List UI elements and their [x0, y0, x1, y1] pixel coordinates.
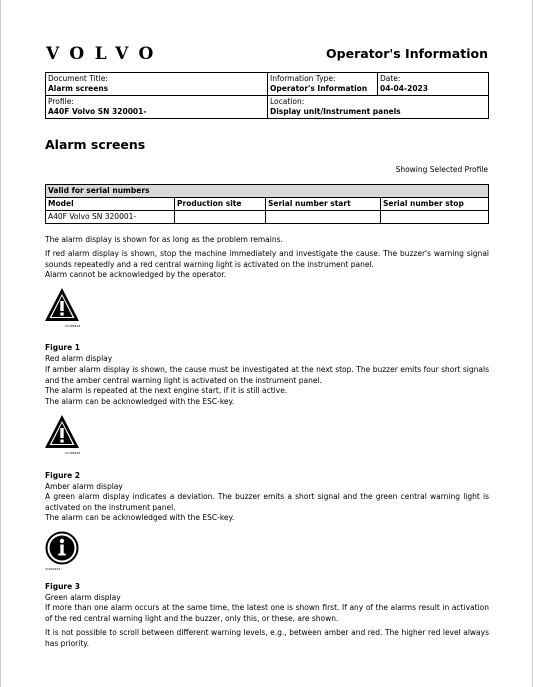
location-value: Display unit/Instrument panels [270, 107, 401, 116]
cell-serial-stop [381, 211, 489, 224]
document-info-table [45, 72, 489, 119]
figure-3-label: Figure 3 [45, 582, 81, 591]
serial-table-header: Valid for serial numbers [46, 185, 489, 198]
profile-value: A40F Volvo SN 320001- [48, 107, 147, 116]
date-label: Date: [380, 74, 401, 83]
column-header-serial-start: Serial number start [266, 198, 381, 211]
date-value: 04-04-2023 [380, 84, 428, 93]
figure-2-warning-icon [45, 414, 85, 460]
info-type-value: Operator's Information [270, 84, 368, 93]
figure-2-caption: Amber alarm display [45, 482, 123, 491]
column-header-serial-stop: Serial number stop [381, 198, 489, 211]
table-row [46, 211, 489, 224]
figure-2-label: Figure 2 [45, 471, 81, 480]
page-title: Alarm screens [45, 137, 146, 152]
figure-3-code: V1091874 [45, 567, 61, 571]
paragraph-red-alarm: If red alarm display is shown, stop the machine immediately and investigate the cause. The buzzer's warning signal sounds repeatedly and a red central warning light is activated on the instrument panel. [45, 249, 489, 269]
volvo-logo: VOLVO [46, 44, 164, 64]
cell-production-site [175, 211, 266, 224]
location-cell [268, 96, 489, 119]
info-type-cell [268, 73, 378, 96]
paragraph-no-ack: Alarm cannot be acknowledged by the operator. [45, 270, 227, 279]
column-header-production-site: Production site [175, 198, 266, 211]
showing-profile-text: Showing Selected Profile [395, 165, 488, 174]
doc-title-value: Alarm screens [48, 84, 109, 93]
doc-title-cell [46, 73, 268, 96]
doc-title-label: Document Title: [48, 74, 108, 83]
paragraph-amber-alarm: If amber alarm display is shown, the cause must be investigated at the next stop. The buzzer emits four short signals and the amber central warning light is activated on the instrument panel. [45, 365, 489, 385]
paragraph-scroll-priority: It is not possible to scroll between different warning levels, e.g., between amber and red. The higher red level always has priority. [45, 628, 489, 648]
document-type-heading: Operator's Information [326, 46, 488, 61]
serial-number-table [45, 184, 489, 224]
profile-cell [46, 96, 268, 119]
cell-model: A40F Volvo SN 320001- [46, 211, 175, 224]
figure-3-info-icon [45, 531, 85, 577]
figure-1-label: Figure 1 [45, 343, 81, 352]
paragraph-repeat: The alarm is repeated at the next engine start, if it is still active. [45, 386, 288, 395]
date-cell [378, 73, 489, 96]
paragraph-green-alarm: A green alarm display indicates a deviation. The buzzer emits a short signal and the green central warning light is activated on the instrument panel. [45, 492, 489, 512]
paragraph-alarm-duration: The alarm display is shown for as long as the problem remains. [45, 235, 283, 244]
paragraph-ack-amber: The alarm can be acknowledged with the ESC-key. [45, 397, 235, 406]
figure-2-code: V1185624 [65, 451, 81, 455]
figure-3-caption: Green alarm display [45, 593, 121, 602]
paragraph-ack-green: The alarm can be acknowledged with the ESC-key. [45, 513, 235, 522]
profile-label: Profile: [48, 97, 74, 106]
figure-1-warning-icon [45, 287, 85, 333]
location-label: Location: [270, 97, 305, 106]
info-type-label: Information Type: [270, 74, 336, 83]
figure-1-code: V1185624 [65, 324, 81, 328]
paragraph-multiple-alarms: If more than one alarm occurs at the same time, the latest one is shown first. If any of the alarms result in activation of the red central warning light and the buzzer, only this, or these, are shown. [45, 603, 489, 623]
page-border-left [0, 0, 1, 687]
column-header-model: Model [46, 198, 175, 211]
figure-1-caption: Red alarm display [45, 354, 113, 363]
cell-serial-start [266, 211, 381, 224]
